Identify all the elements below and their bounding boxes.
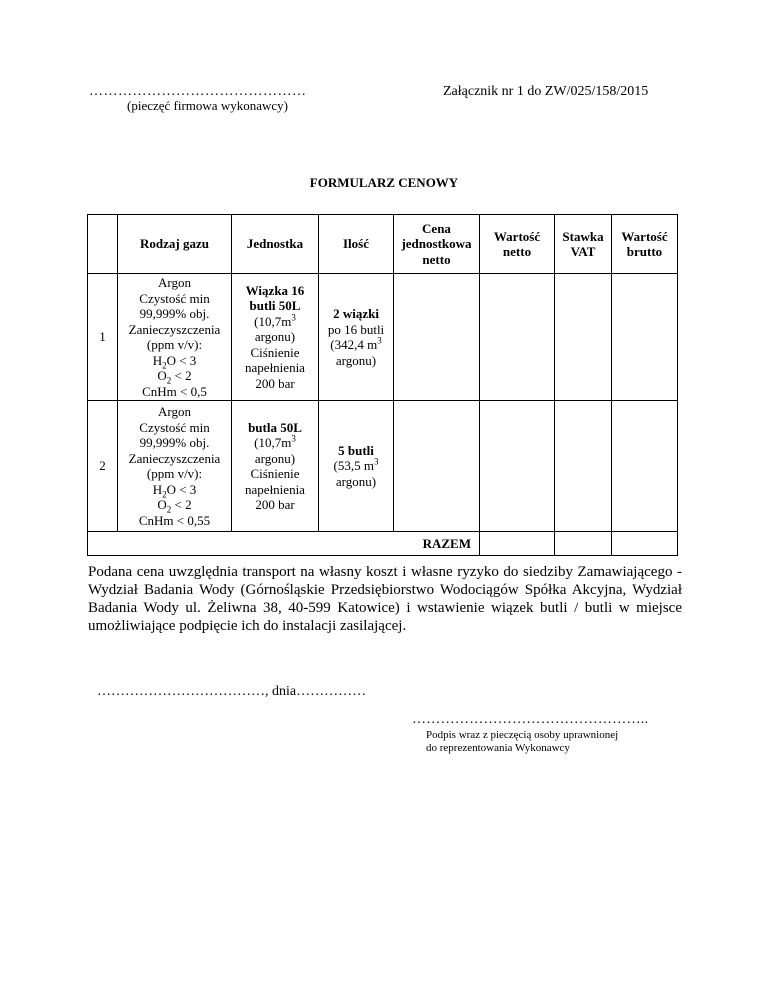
cnhm-limit: CnHm < 0,5 bbox=[142, 383, 207, 399]
table-header-row bbox=[88, 215, 678, 274]
total-gross-cell[interactable] bbox=[612, 532, 678, 556]
header-net-value: Wartość netto bbox=[480, 215, 555, 274]
signature-label: Podpis wraz z pieczęcią osoby uprawnionej do reprezentowania Wykonawcy bbox=[426, 729, 619, 754]
gross-value-cell[interactable] bbox=[612, 401, 678, 532]
row-number: 1 bbox=[88, 274, 118, 401]
unit-capacity: ($10,7m^3$ bbox=[254, 312, 296, 329]
unit-name: Wiązka 16 butli 50L bbox=[245, 282, 305, 314]
quantity-gas: argonu) bbox=[335, 473, 377, 489]
quantity bbox=[319, 274, 394, 401]
attachment-reference: Załącznik nr 1 do ZW/025/158/2015 bbox=[443, 84, 649, 99]
stamp-dots: ……………………………………… bbox=[89, 84, 307, 99]
header-unit-price: Cena jednostkowa netto bbox=[394, 215, 480, 274]
form-title: FORMULARZ CENOWY bbox=[309, 175, 459, 190]
total-net-cell[interactable] bbox=[480, 532, 555, 556]
stamp-label: (pieczęć firmowa wykonawcy) bbox=[127, 98, 288, 113]
net-value-cell[interactable] bbox=[480, 274, 555, 401]
unit-details: argonu) Ciśnienie napełnienia 200 bar bbox=[245, 450, 305, 512]
o2-limit: $O_2 < 2$ bbox=[157, 497, 192, 515]
header-vat-rate: Stawka VAT bbox=[555, 215, 612, 274]
gross-value-cell[interactable] bbox=[612, 274, 678, 401]
header-unit: Jednostka bbox=[232, 215, 319, 274]
quantity-gas: argonu) bbox=[335, 352, 377, 368]
header-gas: Rodzaj gazu bbox=[118, 215, 232, 274]
quantity-main: 5 butli bbox=[338, 442, 374, 458]
gas-spec: Argon Czystość min 99,999% obj. Zanieczyszczenia (ppm v/v): bbox=[128, 404, 221, 481]
o2-limit: $O_2 < 2$ bbox=[157, 368, 192, 386]
price-table bbox=[87, 214, 678, 556]
unit-name: butla 50L bbox=[248, 419, 302, 435]
table-row bbox=[88, 274, 678, 401]
quantity bbox=[319, 401, 394, 532]
vat-rate-cell[interactable] bbox=[555, 401, 612, 532]
gas-description bbox=[118, 274, 232, 401]
place-date-line[interactable]: ………………………………, dnia…………… bbox=[97, 684, 367, 699]
h2o-limit: $H_2O < 3$ bbox=[152, 352, 197, 371]
unit-details: argonu) Ciśnienie napełnienia 200 bar bbox=[245, 329, 305, 391]
quantity-volume: (342,4 $m^3$ bbox=[330, 335, 382, 352]
gas-description bbox=[118, 401, 232, 532]
quantity-volume: (53,5 $m^3$ bbox=[333, 456, 379, 474]
delivery-notice: Podana cena uwzględnia transport na własny koszt i własne ryzyko do siedziby Zamawiającego - Wydział Badania Wody (Górnośląskie Przedsiębiorstwo Wodociągów Spółka Akcyjna, Wydział Badania Wody ul. Żeliwna 38, 40-599 Katowice) i wstawienie wiązek butli / butli w miejsce umożliwiające podpięcie ich do instalacji zasilającej. bbox=[88, 564, 682, 634]
cnhm-limit: CnHm < 0,55 bbox=[138, 512, 211, 528]
h2o-limit: $H_2O < 3$ bbox=[152, 481, 197, 500]
gas-spec: Argon Czystość min 99,999% obj. Zanieczyszczenia (ppm v/v): bbox=[128, 275, 221, 352]
total-vat-cell[interactable] bbox=[555, 532, 612, 556]
header-no bbox=[88, 215, 118, 274]
unit-price-cell[interactable] bbox=[394, 274, 480, 401]
header-qty: Ilość bbox=[319, 215, 394, 274]
total-label: RAZEM bbox=[88, 532, 480, 556]
unit-capacity: ($10,7m^3$ bbox=[254, 433, 296, 450]
quantity-detail: po 16 butli bbox=[327, 321, 385, 337]
vat-rate-cell[interactable] bbox=[555, 274, 612, 401]
table-row bbox=[88, 401, 678, 532]
total-row bbox=[88, 532, 678, 556]
unit-description bbox=[232, 274, 319, 401]
row-number: 2 bbox=[88, 401, 118, 532]
unit-price-cell[interactable] bbox=[394, 401, 480, 532]
quantity-main: 2 wiązki bbox=[333, 306, 379, 321]
signature-line[interactable]: ………………………………………….. bbox=[412, 712, 649, 727]
header-gross-value: Wartość brutto bbox=[612, 215, 678, 274]
net-value-cell[interactable] bbox=[480, 401, 555, 532]
unit-description bbox=[232, 401, 319, 532]
